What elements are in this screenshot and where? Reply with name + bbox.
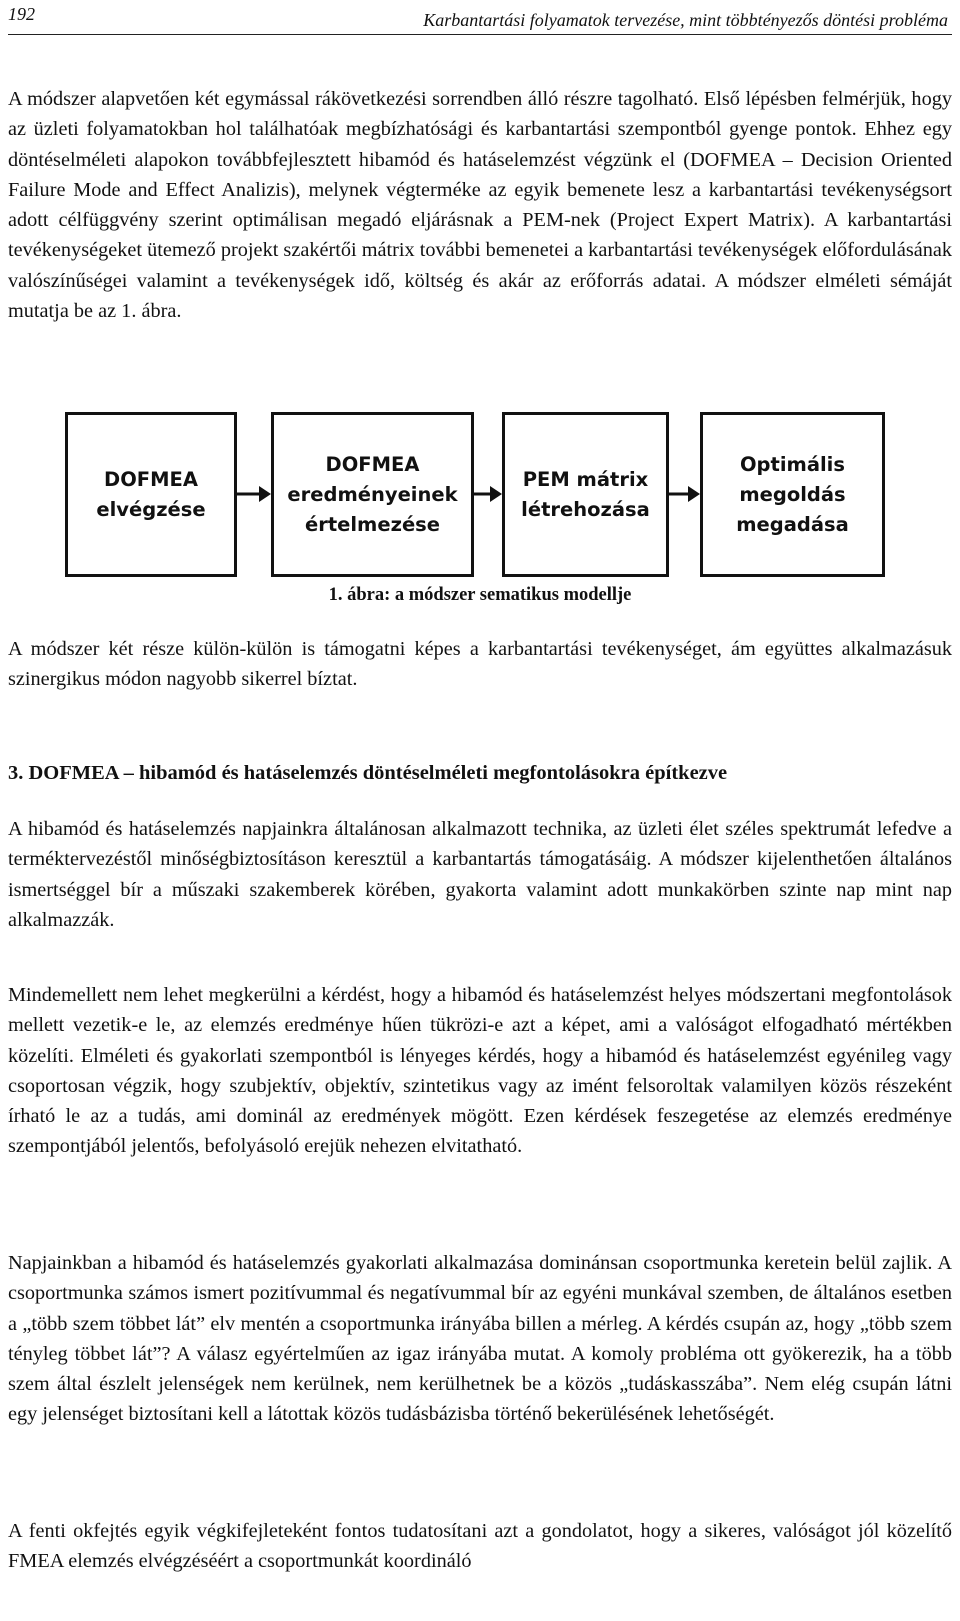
arrow-icon <box>237 412 271 577</box>
box-dofmea-interpretation: DOFMEA eredményeinek értelmezése <box>271 412 474 577</box>
page-header <box>8 2 952 35</box>
box-dofmea-execution: DOFMEA elvégzése <box>65 412 237 577</box>
paragraph-fmea-general: A hibamód és hatáselemzés napjainkra általánosan alkalmazott technika, az üzleti élet széles spektrumát lefedve a terméktervezéstől minőségbiztosításon keresztül a karbantartás támogatásáig. A módszer kijelenthetően általános ismertséggel bír a műszaki szakemberek körében, gyakorta valamint adott munkakörben szinte nap mint nap alkalmazzák. <box>8 818 952 931</box>
paragraph-methodology: Mindemellett nem lehet megkerülni a kérdést, hogy a hibamód és hatáselemzést helyes módszertani megfontolások mellett vezetik-e le, az elemzés eredménye hűen tükrözi-e azt a képet, ami a valóságot elfogadható mértékben közelíti. Elméleti és gyakorlati szempontból is lényeges kérdés, hogy a hibamód és hatáselemzést egyénileg vagy csoportosan végzik, hogy szubjektív, objektív, szintetikus vagy az imént felsoroltak valamilyen közös részeként írható le az a tudás, ami dominál az eredmények mögött. Ezen kérdések feszegetése az elemzés eredménye szempontjából jelentős, befolyásoló erejük nehezen elvitatható. <box>8 984 952 1158</box>
paragraph-synergy: A módszer két része külön-külön is támogatni képes a karbantartási tevékenységet, ám együttes alkalmazásuk szinergikus módon nagyobb sikerrel bíztat. <box>8 638 952 691</box>
arrow-icon <box>669 412 700 577</box>
arrow-icon <box>474 412 502 577</box>
paragraph-groupwork: Napjainkban a hibamód és hatáselemzés gyakorlati alkalmazása dominánsan csoportmunka keretein belül zajlik. A csoportmunka számos ismert pozitívummal és negatívummal bír az egyéni munkával szemben, de általános esetben a „több szem többet lát” elv mentén a csoportmunka irányába billen a mérleg. A kérdés csupán az, hogy „több szem tényleg többet lát”? A válasz egyértelműen az igaz irányába mutat. A komoly probléma ott gyökerezik, ha a több szem által észlelt jelenségek nem kerülnek, nem kerülhetnek be a közös „tudáskasszába”. Nem elég csupán látni egy jelenséget biztosítani kell a látottak közös tudásbázisba történő bekerülésének lehetőségét. <box>8 1252 952 1426</box>
paragraph-conclusion: A fenti okfejtés egyik végkifejleteként fontos tudatosítani azt a gondolatot, hogy a sikeres, valóságot jól közelítő FMEA elemzés elvégzéséért a csoportmunkát koordináló <box>8 1520 952 1573</box>
method-flow-diagram <box>65 412 885 582</box>
box-pem-matrix: PEM mátrix létrehozása <box>502 412 669 577</box>
figure-caption: 1. ábra: a módszer sematikus modellje <box>328 585 632 605</box>
page-number: 192 <box>8 4 35 24</box>
box-optimal-solution: Optimális megoldás megadása <box>700 412 885 577</box>
section-heading: 3. DOFMEA – hibamód és hatáselemzés döntéselméleti megfontolásokra építkezve <box>8 762 728 784</box>
running-title: Karbantartási folyamatok tervezése, mint többtényezős döntési probléma <box>423 10 948 30</box>
paragraph-intro: A módszer alapvetően két egymással rákövetkezési sorrendben álló részre tagolható. Első lépésben felmérjük, hogy az üzleti folyamatokban hol találhatóak megbízhatósági és karbantartási szempontból gyenge pontok. Ehhez egy döntéselméleti alapokon továbbfejlesztett hibamód és hatáselemzést végzünk el (DOFMEA – Decision Oriented Failure Mode and Effect Analizis), melynek végterméke az egyik bemenete lesz a karbantartási tevékenységsort adott célfüggvény szerint optimálisan megadó eljárásnak a PEM-nek (Project Expert Matrix). A karbantartási tevékenységeket ütemező projekt szakértői mátrix további bemenetei a karbantartási tevékenységek előfordulásának valószínűségei valamint a tevékenységek idő, költség és akár az erőforrás adatai. A módszer elméleti sémáját mutatja be az 1. ábra. <box>8 88 952 323</box>
